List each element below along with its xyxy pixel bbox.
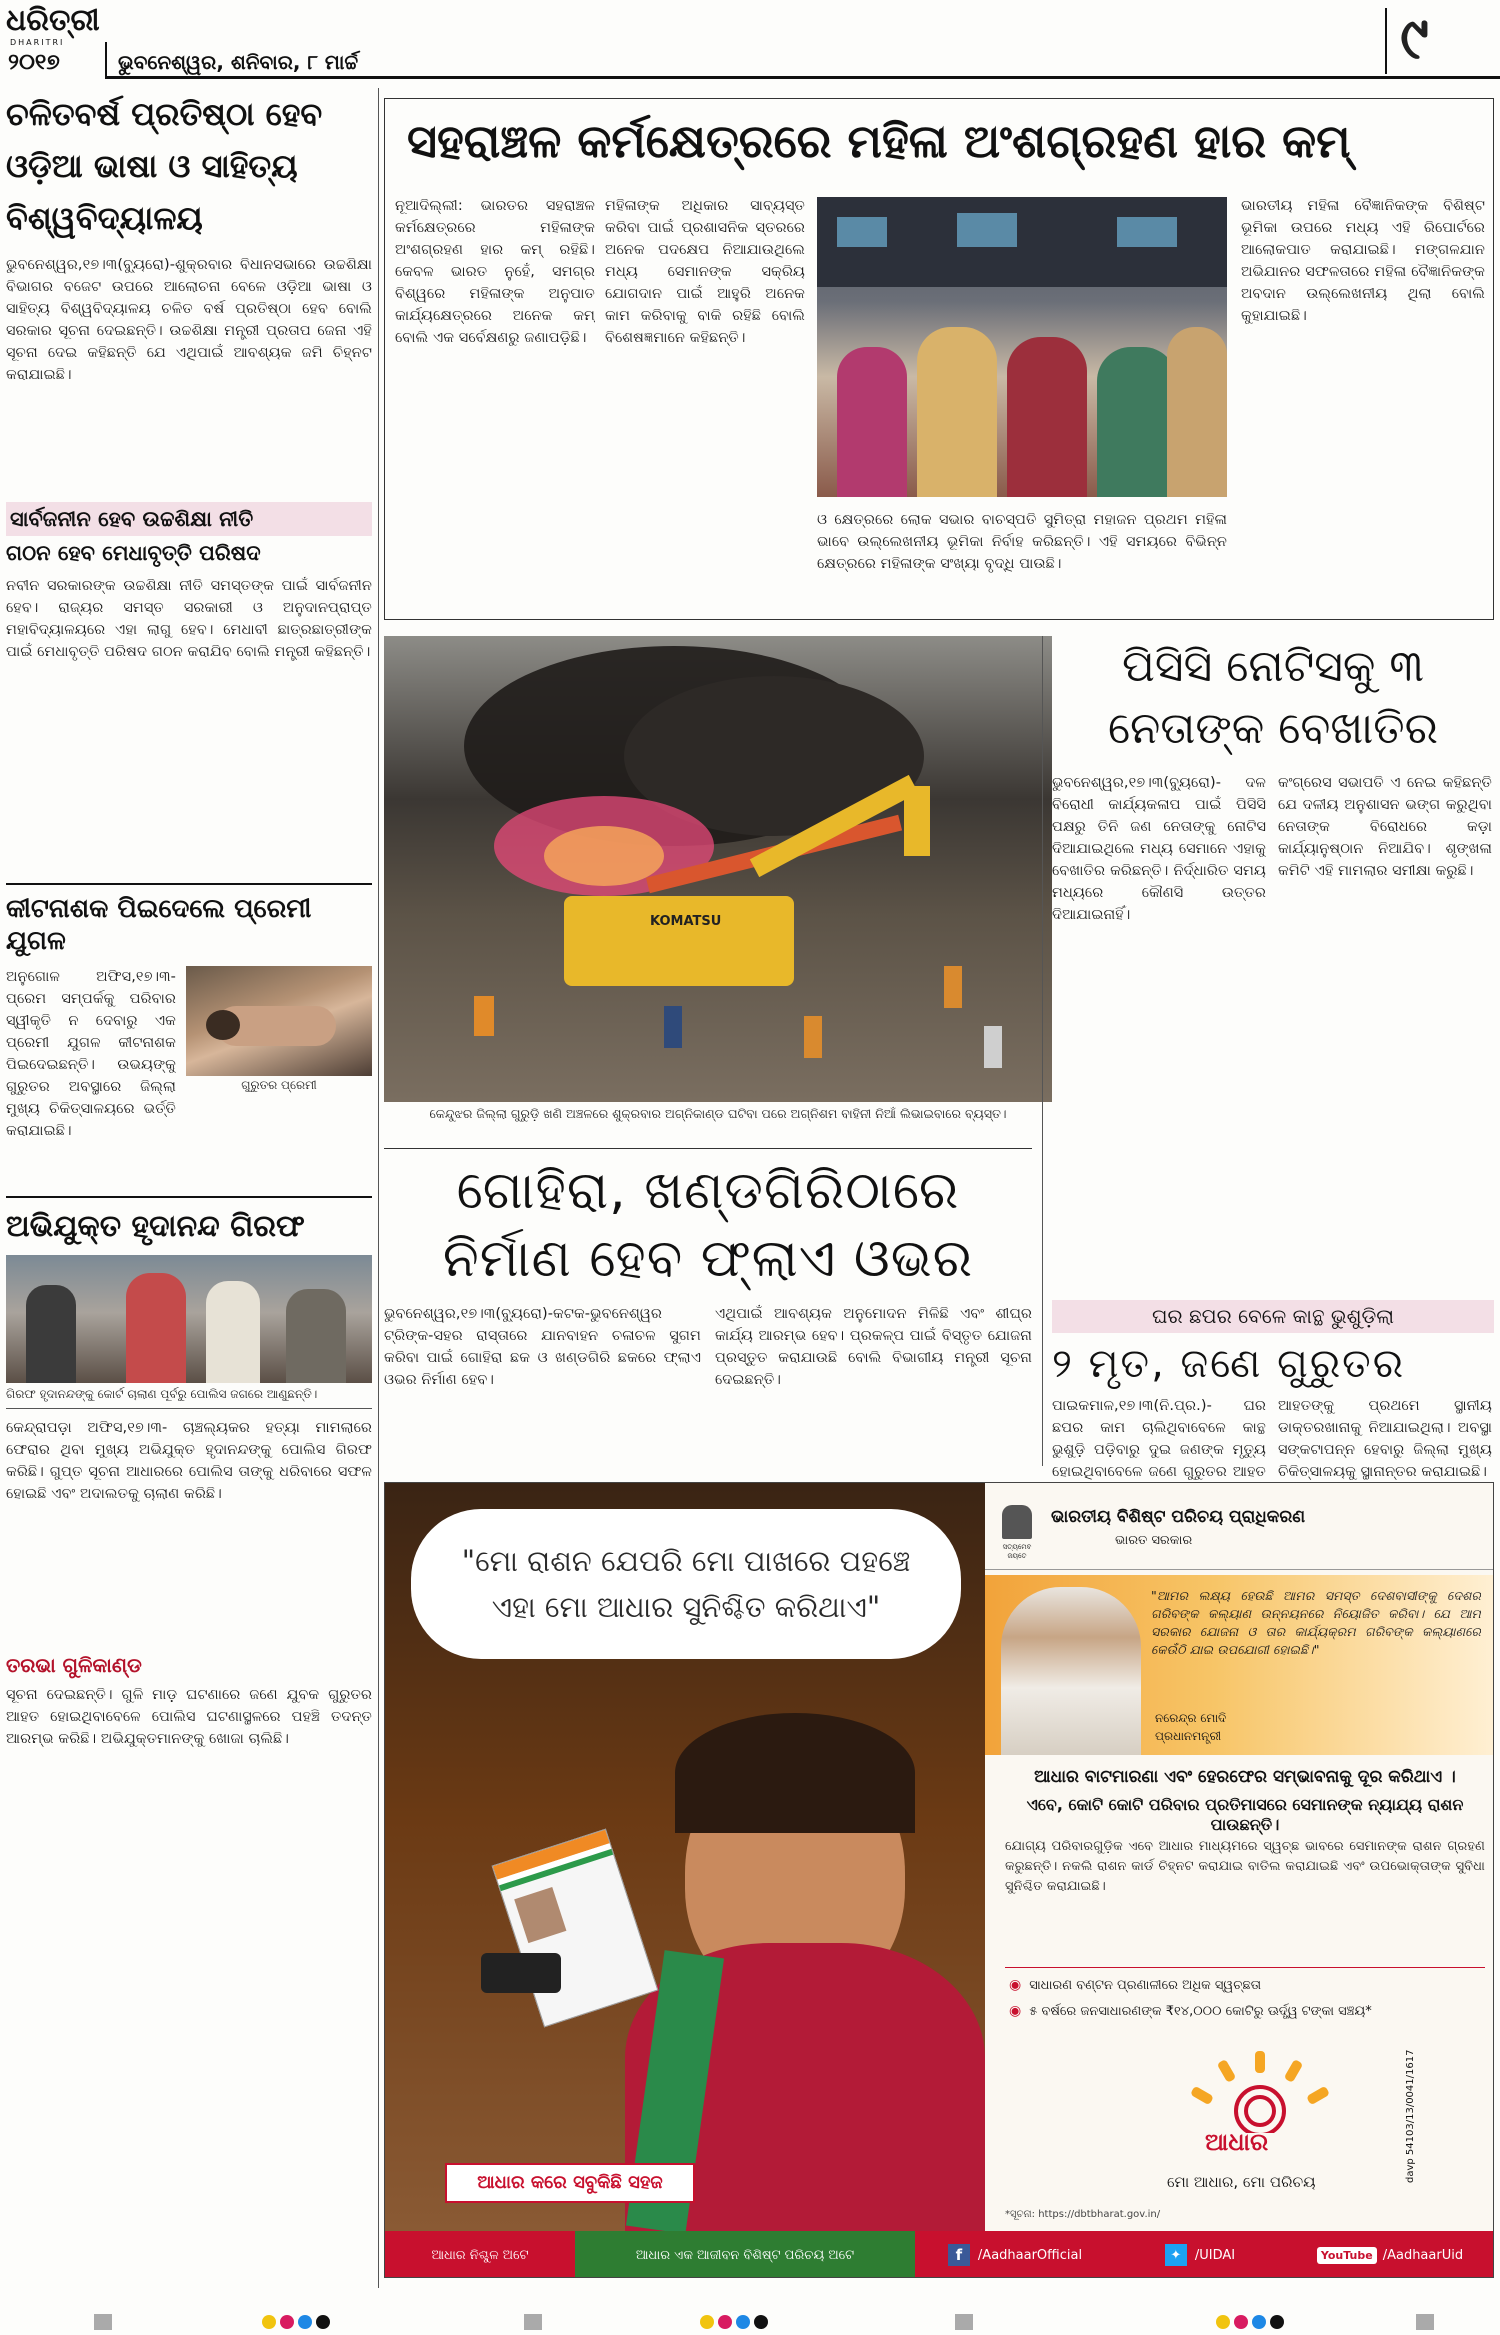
- policy-body: ନବୀନ ସରକାରଙ୍କ ଉଚ୍ଚଶିକ୍ଷା ନୀତି ସମସ୍ତଙ୍କ ପାଇଁ ସାର୍ବଜନୀନ ହେବ। ରାଜ୍ୟର ସମସ୍ତ ସରକାରୀ ଓ ଅନୁଦାନପ୍ରାପ୍ତ ମହାବିଦ୍ୟାଳୟରେ ଏହା ଲାଗୁ ହେବ। ମେଧାବୀ ଛାତ୍ରଛାତ୍ରୀଙ୍କ ପାଇଁ ମେଧାବୃତ୍ତି ପରିଷଦ ଗଠନ କରାଯିବ ବୋଲି ମନ୍ତ୍ରୀ କହିଛନ୍ତି।: [6, 577, 372, 660]
- collapse-strap-text: ଘର ଛପର ବେଳେ କାନ୍ଥ ଭୁଶୁଡ଼ିଲା: [1151, 1304, 1395, 1328]
- emblem: [995, 1505, 1039, 1563]
- aadhaar-sun-icon: [1175, 2049, 1345, 2133]
- policy-subhead-2: ଗଠନ ହେବ ମେଧାବୃତ୍ତି ପରିଷଦ: [6, 541, 261, 566]
- advert-bullet-1-row: [1009, 1977, 1261, 1993]
- facebook-icon: f: [948, 2244, 970, 2266]
- pm-title: ପ୍ରଧାନମନ୍ତ୍ରୀ: [1155, 1729, 1222, 1743]
- left-column: [6, 88, 372, 2298]
- youtube-icon: YouTube: [1317, 2247, 1377, 2264]
- pcc-body-2: କଂଗ୍ରେସ ସଭାପତି ଏ ନେଇ କହିଛନ୍ତି ଯେ ଦଳୀୟ ଅନୁଶାସନ ଭଙ୍ଗ କରୁଥିବା ନେତାଙ୍କ ବିରୋଧରେ କଡ଼ା କାର୍ଯ୍ୟାନୁଷ୍ଠାନ ନିଆଯିବ। ଶୃଙ୍ଖଳା କମିଟି ଏହି ମାମଲାର ସମୀକ୍ଷା କରୁଛି।: [1278, 775, 1492, 879]
- pesticide-photo-caption: ଗୁରୁତର ପ୍ରେମୀ: [241, 1077, 317, 1092]
- lead-headline: ଚଳିତବର୍ଷ ପ୍ରତିଷ୍ଠା ହେବ ଓଡ଼ିଆ ଭାଷା ଓ ସାହିତ୍ୟ ବିଶ୍ୱବିଦ୍ୟାଳୟ: [6, 95, 323, 237]
- advert-right-panel: [985, 1483, 1494, 2231]
- footer-cell-2: [575, 2231, 915, 2278]
- top-story-body-bottom: ଓ କ୍ଷେତ୍ରରେ ଲୋକ ସଭାର ବାଚସ୍ପତି ସୁମିତ୍ରା ମହାଜନ ପ୍ରଥମ ମହିଳା ଭାବେ ଉଲ୍ଲେଖନୀୟ ଭୂମିକା ନିର୍ବାହ କରିଛନ୍ତି। ଏହି ସମୟରେ ବିଭିନ୍ନ କ୍ଷେତ୍ରରେ ମହିଳାଙ୍କ ସଂଖ୍ୟା ବୃଦ୍ଧି ପାଉଛି।: [817, 512, 1227, 572]
- excavator-label: KOMATSU: [650, 914, 722, 929]
- pesticide-body: ଅନୁଗୋଳ ଅଫିସ,୧୭।୩- ପ୍ରେମ ସମ୍ପର୍କକୁ ପରିବାର ସ୍ୱୀକୃତି ନ ଦେବାରୁ ଏକ ପ୍ରେମୀ ଯୁଗଳ କୀଟନାଶକ ପିଇଦେଇଛନ୍ତି। ଉଭୟଙ୍କୁ ଗୁରୁତର ଅବସ୍ଥାରେ ଜିଲ୍ଲା ମୁଖ୍ୟ ଚିକିତ୍ସାଳୟରେ ଭର୍ତ୍ତି କରାଯାଇଛି।: [6, 968, 176, 1139]
- flyover-body-1: ଭୁବନେଶ୍ୱର,୧୭।୩(ବ୍ୟୁରୋ)-କଟକ-ଭୁବନେଶ୍ୱର ଟ୍ରିଙ୍କ-ସହର ରାସ୍ତାରେ ଯାନବାହନ ଚଳାଚଳ ସୁଗମ କରିବା ପାଇଁ ଗୋହିରା ଛକ ଓ ଖଣ୍ଡଗିରି ଛକରେ ଫ୍ଲାଏ ଓଭର ନିର୍ମାଣ ହେବ।: [384, 1306, 701, 1388]
- tarabha-body: ସୂଚନା ଦେଇଛନ୍ତି। ଗୁଳି ମାଡ଼ ଘଟଣାରେ ଜଣେ ଯୁବକ ଗୁରୁତର ଆହତ ହୋଇଥିବାବେଳେ ପୋଲିସ ଘଟଣାସ୍ଥଳରେ ପହଞ୍ଚି ତଦନ୍ତ ଆରମ୍ଭ କରିଛି। ଅଭିଯୁକ୍ତମାନଙ୍କୁ ଖୋଜା ଚାଲିଛି।: [6, 1687, 372, 1747]
- footer-facebook[interactable]: [915, 2231, 1115, 2278]
- davp-code: davp 54103/13/0041/1617: [1405, 2049, 1416, 2183]
- collapse-body-1: ପାଇକମାଳ,୧୭।୩(ନି.ପ୍ର.)- ଘର ଛପର କାମ ଚାଲିଥିବାବେଳେ କାନ୍ଥ ଭୁଶୁଡ଼ି ପଡ଼ିବାରୁ ଦୁଇ ଜଣଙ୍କ ମୃତ୍ୟୁ ହୋଇଥିବାବେଳେ ଜଣେ ଗୁରୁତର ଆହତ: [1052, 1398, 1266, 1480]
- card-strap: [445, 2163, 695, 2203]
- pcc-headline: ପିସିସି ନୋଟିସକୁ ୩ ନେତାଙ୍କ ବେଖାତିର: [1108, 641, 1438, 754]
- aadhaar-tagline: ମୋ ଆଧାର, ମୋ ପରିଚୟ: [1167, 2173, 1316, 2191]
- fire-photo-block: [384, 636, 1052, 1136]
- aadhaar-logo: [1175, 2049, 1345, 2159]
- collapse-headline: ୨ ମୃତ, ଜଣେ ଗୁରୁତର: [1052, 1341, 1406, 1387]
- aadhaar-advert: [384, 1482, 1494, 2278]
- arrest-body: କେନ୍ଦ୍ରାପଡ଼ା ଅଫିସ,୧୭।୩- ଚାଞ୍ଚଲ୍ୟକର ହତ୍ୟା ମାମଲାରେ ଫେରାର ଥିବା ମୁଖ୍ୟ ଅଭିଯୁକ୍ତ ହୃଦାନନ୍ଦଙ୍କୁ ପୋଲିସ ଗିରଫ କରିଛି। ଗୁପ୍ତ ସୂଚନା ଆଧାରରେ ପୋଲିସ ତାଙ୍କୁ ଧରିବାରେ ସଫଳ ହୋଇଛି ଏବଂ ଅଦାଲତକୁ ଚାଲାଣ କରିଛି।: [6, 1420, 372, 1502]
- collapse-body-2: ଆହତଙ୍କୁ ପ୍ରଥମେ ସ୍ଥାନୀୟ ଡାକ୍ତରଖାନାକୁ ନିଆଯାଇଥିଲା। ଅବସ୍ଥା ସଙ୍କଟାପନ୍ନ ହେବାରୁ ଜିଲ୍ଲା ମୁଖ୍ୟ ଚିକିତ୍ସାଳୟକୁ ସ୍ଥାନାନ୍ତର କରାଯାଇଛି।: [1278, 1398, 1492, 1480]
- card-strap-text: ଆଧାର କରେ ସବୁକିଛି ସହଜ: [477, 2171, 663, 2193]
- masthead: [0, 0, 1500, 82]
- top-story-body-right: ଭାରତୀୟ ମହିଳା ବୈଜ୍ଞାନିକଙ୍କ ବିଶିଷ୍ଟ ଭୂମିକା ଉପରେ ମଧ୍ୟ ଏହି ରିପୋର୍ଟରେ ଆଲୋକପାତ କରାଯାଇଛି। ମଙ୍ଗଳଯାନ ଅଭିଯାନର ସଫଳତାରେ ମହିଳା ବୈଜ୍ଞାନିକଙ୍କ ଅବଦାନ ଉଲ୍ଲେଖନୀୟ ଥିଲା ବୋଲି କୁହାଯାଇଛି।: [1241, 198, 1485, 324]
- authority-sub: ଭାରତ ସରକାର: [1115, 1533, 1193, 1548]
- aadhaar-card-prop: [492, 1829, 659, 2028]
- pm-block: [985, 1575, 1494, 1755]
- source-note: *ସୂଚନା: https://dbtbharat.gov.in/: [1005, 2209, 1161, 2220]
- pm-quote: "ଆମର ଲକ୍ଷ୍ୟ ହେଉଛି ଆମର ସମସ୍ତ ଦେଶବାସୀଙ୍କୁ ଦେଶର ଗରିବଙ୍କ କଲ୍ୟାଣ ଉନ୍ନୟନରେ ନିୟୋଜିତ କରିବା। ଯେ ଆମ ସରକାର ଯୋଜନା ଓ ତାର କାର୍ଯ୍ୟକ୍ରମ ଗରିବଙ୍କ କଲ୍ୟାଣରେ କେଉଁଠି ଯାଇ ଉପଯୋଗୀ ହୋଇଛି।": [1151, 1588, 1481, 1657]
- bullet-icon: ◉: [1009, 1977, 1022, 1993]
- arrest-photo: [6, 1255, 372, 1383]
- advert-quote: "ମୋ ରାଶନ ଯେପରି ମୋ ପାଖରେ ପହଞ୍ଚେ ଏହା ମୋ ଆଧାର ସୁନିଶ୍ଚିତ କରିଥାଏ": [461, 1544, 911, 1624]
- pesticide-photo-block: [186, 966, 372, 1186]
- flyover-headline: ଗୋହିରା, ଖଣ୍ଡଗିରିଠାରେ ନିର୍ମାଣ ହେବ ଫ୍ଲାଏ ଓଭର: [442, 1161, 974, 1289]
- advert-body-3: ଯୋଗ୍ୟ ପରିବାରଗୁଡ଼ିକ ଏବେ ଆଧାର ମାଧ୍ୟମରେ ସ୍ୱଚ୍ଛ ଭାବରେ ସେମାନଙ୍କ ରାଶନ ଗ୍ରହଣ କରୁଛନ୍ତି। ନକଲି ରାଶନ କାର୍ଡ ଚିହ୍ନଟ କରାଯାଇ ବାତିଲ କରାଯାଇଛି ଏବଂ ଉପଭୋକ୍ତାଙ୍କ ସୁବିଧା ସୁନିଶ୍ଚିତ କରାଯାଇଛି।: [1005, 1839, 1485, 1894]
- logo-sub: DHARITRI: [10, 38, 65, 47]
- policy-subhead-box: [6, 502, 372, 536]
- dateline: ଭୁବନେଶ୍ୱର, ଶନିବାର, ୮ ମାର୍ଚ୍ଚ: [118, 50, 359, 74]
- policy-subhead-1: ସାର୍ବଜନୀନ ହେବ ଉଚ୍ଚଶିକ୍ଷା ନୀତି: [10, 507, 254, 531]
- advert-bullet-1: ସାଧାରଣ ବଣ୍ଟନ ପ୍ରଣାଳୀରେ ଅଧିକ ସ୍ୱଚ୍ଛତା: [1029, 1977, 1262, 1993]
- pm-name: ନରେନ୍ଦ୍ର ମୋଦି: [1155, 1711, 1227, 1725]
- emblem-text: ସତ୍ୟମେବ ଜୟତେ: [1002, 1543, 1032, 1560]
- flyover-body-2: ଏଥିପାଇଁ ଆବଶ୍ୟକ ଅନୁମୋଦନ ମିଳିଛି ଏବଂ ଶୀଘ୍ର କାର୍ଯ୍ୟ ଆରମ୍ଭ ହେବ। ପ୍ରକଳ୍ପ ପାଇଁ ବିସ୍ତୃତ ଯୋଜନା ପ୍ରସ୍ତୁତ କରାଯାଉଛି ବୋଲି ବିଭାଗୀୟ ମନ୍ତ୍ରୀ ସୂଚନା ଦେଇଛନ୍ତି।: [715, 1306, 1032, 1388]
- twitter-icon: ✦: [1165, 2244, 1187, 2266]
- page-number: ୯: [1400, 4, 1429, 72]
- aadhaar-brand: ଆଧାର: [1205, 2128, 1269, 2156]
- footer-fb: /AadhaarOfficial: [977, 2247, 1083, 2263]
- arrest-headline: ଅଭିଯୁକ୍ତ ହୃଦାନନ୍ଦ ଗିରଫ: [6, 1208, 305, 1244]
- authority-name: ଭାରତୀୟ ବିଶିଷ୍ଟ ପରିଚୟ ପ୍ରାଧିକରଣ: [1051, 1507, 1306, 1527]
- tarabha-subhead: ତରଭା ଗୁଳିକାଣ୍ଡ: [6, 1653, 142, 1677]
- top-story-body-left: ନୂଆଦିଲ୍ଲୀ: ଭାରତର ସହରାଞ୍ଚଳ କର୍ମକ୍ଷେତ୍ରରେ ମହିଳାଙ୍କ ଅଂଶଗ୍ରହଣ ହାର କମ୍ ରହିଛି। କେବଳ ଭାରତ ନୁହେଁ, ସମଗ୍ର ବିଶ୍ୱରେ ମହିଳାଙ୍କ ଅନୁପାତ କାର୍ଯ୍ୟକ୍ଷେତ୍ରରେ ଅନେକ କମ୍ ବୋଲି ଏକ ସର୍ବେକ୍ଷଣରୁ ଜଣାପଡ଼ିଛି।: [395, 198, 595, 346]
- footer-twitter[interactable]: [1115, 2231, 1285, 2278]
- excavator: [564, 896, 794, 986]
- advert-quote-bubble: [411, 1509, 961, 1659]
- advert-bullet-2: ୫ ବର୍ଷରେ ଜନସାଧାରଣଙ୍କ ₹୧୪,୦୦୦ କୋଟିରୁ ଊର୍ଦ୍ଧ୍ୱ ଟଙ୍କା ସଞ୍ଚୟ*: [1029, 2003, 1372, 2019]
- footer-youtube[interactable]: [1285, 2231, 1494, 2278]
- pm-portrait: [1001, 1587, 1141, 1755]
- masthead-year: ୨୦୧୭: [8, 50, 60, 75]
- footer-2: ଆଧାର ଏକ ଆଜୀବନ ବିଶିଷ୍ଟ ପରିଚୟ ଅଟେ: [635, 2247, 855, 2263]
- flyover-story: [384, 1148, 1032, 1468]
- masthead-logo: [6, 4, 106, 47]
- bullet-icon: ◉: [1009, 2003, 1022, 2019]
- collapse-strap: [1052, 1300, 1494, 1333]
- fire-photo-caption: କେନ୍ଦୁଝର ଜିଲ୍ଲା ଗୁରୁଡ଼ି ଖଣି ଅଞ୍ଚଳରେ ଶୁକ୍ରବାର ଅଗ୍ନିକାଣ୍ଡ ଘଟିବା ପରେ ଅଗ୍ନିଶମ ବାହିନୀ ନିଆଁ ଲିଭାଇବାରେ ବ୍ୟସ୍ତ।: [429, 1106, 1007, 1121]
- advert-bullet-2-row: [1009, 2003, 1372, 2019]
- top-story-body-mid: ମହିଳାଙ୍କ ଅଧିକାର ସାବ୍ୟସ୍ତ କରିବା ପାଇଁ ପ୍ରଶାସନିକ ସ୍ତରରେ ଅନେକ ପଦକ୍ଷେପ ନିଆଯାଉଥିଲେ ମଧ୍ୟ ସେମାନଙ୍କ ସକ୍ରିୟ ଯୋଗଦାନ ପାଇଁ ଆହୁରି ଅନେକ କାମ କରିବାକୁ ବାକି ରହିଛି ବୋଲି ବିଶେଷଜ୍ଞମାନେ କହିଛନ୍ତି।: [605, 198, 805, 346]
- print-registration-strip: [0, 2310, 1500, 2335]
- fire-photo: [384, 636, 1052, 1102]
- lead-body: ଭୁବନେଶ୍ୱର,୧୭।୩(ବ୍ୟୁରୋ)-ଶୁକ୍ରବାର ବିଧାନସଭାରେ ଉଚ୍ଚଶିକ୍ଷା ବିଭାଗର ବଜେଟ ଉପରେ ଆଲୋଚନା ବେଳେ ଓଡ଼ିଆ ଭାଷା ଓ ସାହିତ୍ୟ ବିଶ୍ୱବିଦ୍ୟାଳୟ ଚଳିତ ବର୍ଷ ପ୍ରତିଷ୍ଠା ହେବ ବୋଲି ସରକାର ସୂଚନା ଦେଇଛନ୍ତି। ଉଚ୍ଚଶିକ୍ଷା ମନ୍ତ୍ରୀ ପ୍ରତାପ ଜେନା ଏହି ସୂଚନା ଦେଇ କହିଛନ୍ତି ଯେ ଏଥିପାଇଁ ଆବଶ୍ୟକ ଜମି ଚିହ୍ନଟ କରାଯାଇଛି।: [6, 257, 372, 383]
- pcc-body-1: ଭୁବନେଶ୍ୱର,୧୭।୩(ବ୍ୟୁରୋ)- ଦଳ ବିରୋଧୀ କାର୍ଯ୍ୟକଳାପ ପାଇଁ ପିସିସି ପକ୍ଷରୁ ତିନି ଜଣ ନେତାଙ୍କୁ ନୋଟିସ ଦିଆଯାଇଥିଲେ ମଧ୍ୟ ସେମାନେ ଏହାକୁ ବେଖାତିର କରିଛନ୍ତି। ନିର୍ଦ୍ଧାରିତ ସମୟ ମଧ୍ୟରେ କୌଣସି ଉତ୍ତର ଦିଆଯାଇନାହିଁ।: [1052, 775, 1266, 923]
- pesticide-headline: କୀଟନାଶକ ପିଇଦେଲେ ପ୍ରେମୀ ଯୁଗଳ: [6, 893, 312, 956]
- footer-yt: /AadhaarUid: [1382, 2247, 1464, 2263]
- advert-body-2: ଏବେ, କୋଟି କୋଟି ପରିବାର ପ୍ରତିମାସରେ ସେମାନଙ୍କ ନ୍ୟାଯ୍ୟ ରାଶନ ପାଉଛନ୍ତି।: [1026, 1795, 1464, 1834]
- footer-cell-1: [385, 2231, 575, 2278]
- top-story: [384, 98, 1494, 620]
- logo-text: ଧରିତ୍ରୀ: [6, 3, 100, 38]
- pesticide-photo: [186, 966, 372, 1076]
- footer-tw: /UIDAI: [1194, 2247, 1236, 2263]
- arrest-photo-caption: ଗିରଫ ହୃଦାନନ୍ଦଙ୍କୁ କୋର୍ଟ ଚାଲାଣ ପୂର୍ବରୁ ପୋଲିସ ଜଗରେ ଆଣୁଛନ୍ତି।: [6, 1387, 318, 1401]
- top-story-headline: ସହରାଞ୍ଚଳ କର୍ମକ୍ଷେତ୍ରରେ ମହିଳା ଅଂଶଗ୍ରହଣ ହାର କମ୍: [407, 114, 1351, 168]
- pcc-story: [1052, 636, 1494, 1480]
- advert-footer: [385, 2231, 1494, 2278]
- footer-1: ଆଧାର ନିଶ୍ଚୁଳ ଅଟେ: [431, 2247, 529, 2263]
- top-story-photo: [817, 197, 1227, 497]
- advert-body-1: ଆଧାର ବାଟମାରଣା ଏବଂ ହେରଫେର ସମ୍ଭାବନାକୁ ଦୂର କରିଥାଏ ।: [1034, 1767, 1456, 1787]
